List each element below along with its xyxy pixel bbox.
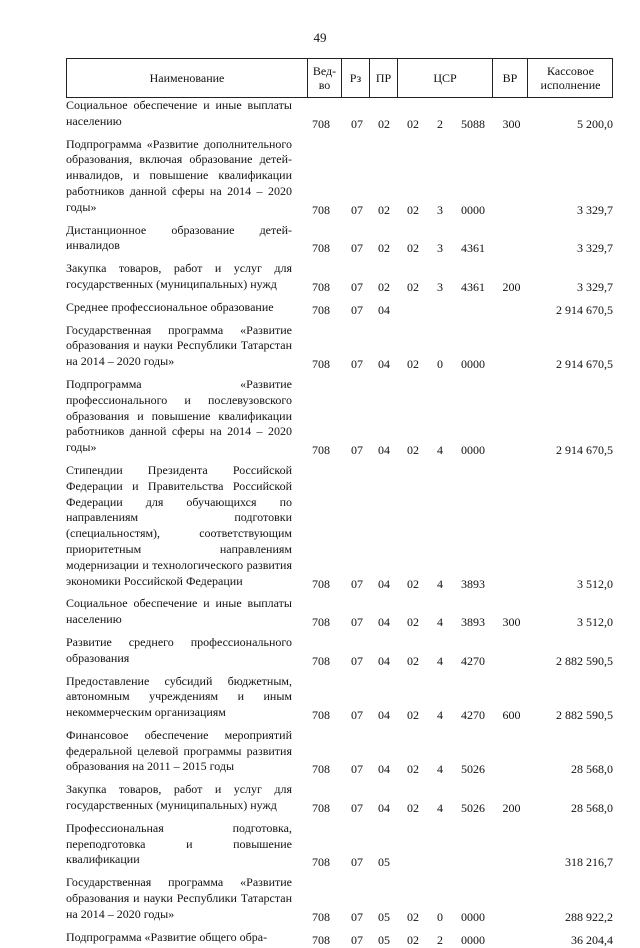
row-ved: 708 [312, 855, 330, 870]
row-ved: 708 [312, 576, 330, 591]
row-pr: 02 [378, 241, 390, 256]
row-pr: 02 [378, 202, 390, 217]
row-amount: 3 512,0 [577, 576, 613, 591]
row-rz: 07 [351, 615, 363, 630]
row-csr-subprogram: 2 [437, 932, 443, 947]
row-vr [494, 319, 529, 373]
header-csr: ЦСР [397, 59, 492, 97]
row-rz: 07 [351, 653, 363, 668]
page-number: 49 [313, 30, 327, 45]
row-csr-code: 5088 [461, 116, 485, 131]
row-ved: 708 [312, 357, 330, 372]
table-row [66, 257, 613, 296]
row-csr-program: 02 [407, 653, 419, 668]
row-csr-program: 02 [407, 615, 419, 630]
row-csr-subprogram: 4 [437, 576, 443, 591]
row-csr-code: 0000 [461, 932, 485, 947]
row-amount: 2 914 670,5 [556, 357, 613, 372]
row-amount: 2 914 670,5 [556, 443, 613, 458]
row-rz: 07 [351, 116, 363, 131]
table-row [66, 296, 613, 319]
table-row [66, 373, 613, 459]
row-amount: 3 329,7 [577, 241, 613, 256]
row-rz: 07 [351, 576, 363, 591]
row-vr: 300 [502, 615, 521, 630]
row-csr-subprogram: 4 [437, 762, 443, 777]
table-row [66, 670, 613, 724]
row-csr-subprogram: 3 [437, 241, 443, 256]
row-csr-subprogram: 3 [437, 202, 443, 217]
header-rz: Рз [341, 59, 369, 97]
row-vr [494, 926, 529, 948]
row-pr: 04 [378, 576, 390, 591]
table-row [66, 459, 613, 592]
row-csr-code: 4361 [461, 279, 485, 294]
row-pr: 05 [378, 855, 390, 870]
row-pr: 05 [378, 932, 390, 947]
row-vr [494, 724, 529, 778]
row-ved: 708 [312, 615, 330, 630]
row-name: Подпрограмма «Развитие профессионального и послевузовского образования и повышение квалификации работников данной сферы на 2014 – 2020 годы» [66, 376, 292, 455]
row-csr-code: 5026 [461, 762, 485, 777]
row-vr: 200 [502, 279, 521, 294]
row-rz: 07 [351, 357, 363, 372]
row-rz: 07 [351, 708, 363, 723]
header-pr: ПР [369, 59, 397, 97]
row-name: Дистанционное образование детей-инвалидов [66, 222, 292, 253]
table-row [66, 592, 613, 631]
row-csr-program: 02 [407, 932, 419, 947]
row-csr-subprogram: 4 [437, 615, 443, 630]
row-ved: 708 [312, 909, 330, 924]
row-amount: 5 200,0 [577, 116, 613, 131]
row-amount: 28 568,0 [571, 762, 613, 777]
row-name: Среднее профессиональное образование [66, 299, 274, 314]
row-name: Развитие среднего профессионального образования [66, 634, 292, 665]
header-vr: ВР [492, 59, 527, 97]
row-csr-code: 4270 [461, 653, 485, 668]
row-csr-code: 0000 [461, 909, 485, 924]
row-amount: 3 329,7 [577, 202, 613, 217]
row-pr: 04 [378, 443, 390, 458]
row-pr: 02 [378, 279, 390, 294]
row-pr: 02 [378, 116, 390, 131]
row-csr-subprogram: 2 [437, 116, 443, 131]
row-pr: 04 [378, 615, 390, 630]
table-row [66, 724, 613, 778]
row-csr-subprogram: 0 [437, 357, 443, 372]
header-name: Наименование [149, 71, 225, 85]
row-csr-program: 02 [407, 443, 419, 458]
row-csr-program: 02 [407, 279, 419, 294]
row-csr-subprogram: 0 [437, 909, 443, 924]
row-pr: 04 [378, 801, 390, 816]
row-name: Профессиональная подготовка, переподготовка и повышение квалификации [66, 820, 292, 867]
row-pr: 04 [378, 653, 390, 668]
row-pr: 04 [378, 302, 390, 317]
table-row [66, 133, 613, 219]
row-name: Подпрограмма «Развитие общего обра- [66, 929, 268, 944]
budget-table [66, 98, 613, 948]
row-rz: 07 [351, 241, 363, 256]
row-amount: 2 882 590,5 [556, 708, 613, 723]
table-row [66, 631, 613, 670]
row-name: Государственная программа «Развитие образования и науки Республики Татарстан на 2014 – 2020 годы» [66, 875, 292, 921]
row-csr-program: 02 [407, 357, 419, 372]
row-csr-code: 0000 [461, 443, 485, 458]
row-ved: 708 [312, 762, 330, 777]
row-pr: 05 [378, 909, 390, 924]
row-csr-subprogram: 4 [437, 708, 443, 723]
row-vr [494, 133, 529, 219]
row-rz: 07 [351, 443, 363, 458]
row-ved: 708 [312, 302, 330, 317]
row-name: Стипендии Президента Российской Федерации и Правительства Российской Федерации для обучающихся по направлениям подготовки (специальностям), соответствующим приоритетным направлениям модернизации и технологического развития экономики Российской Федерации [66, 462, 292, 588]
row-csr-code: 0000 [461, 202, 485, 217]
row-ved: 708 [312, 241, 330, 256]
row-csr-program: 02 [407, 241, 419, 256]
row-rz: 07 [351, 855, 363, 870]
row-ved: 708 [312, 202, 330, 217]
table-row [66, 98, 613, 133]
row-vr [494, 219, 529, 258]
row-name: Предоставление субсидий бюджетным, автономным учреждениям и иным некоммерческим организациям [66, 673, 292, 720]
row-csr-code [452, 296, 494, 319]
row-name: Финансовое обеспечение мероприятий федеральной целевой программы развития образования на 2011 – 2015 годы [66, 727, 292, 774]
row-csr-code: 5026 [461, 801, 485, 816]
row-name: Государственная программа «Развитие образования и науки Республики Татарстан на 2014 – 2020 годы» [66, 322, 292, 369]
row-csr-subprogram: 4 [437, 653, 443, 668]
table-row [66, 871, 613, 925]
row-csr-program: 02 [407, 576, 419, 591]
row-amount: 318 216,7 [565, 855, 613, 870]
row-csr-program: 02 [407, 202, 419, 217]
row-rz: 07 [351, 202, 363, 217]
table-header [66, 58, 613, 98]
row-name: Закупка товаров, работ и услуг для государственных (муниципальных) нужд [66, 261, 292, 291]
row-vr [494, 817, 529, 871]
row-ved: 708 [312, 653, 330, 668]
row-csr-program [398, 296, 428, 319]
row-ved: 708 [312, 443, 330, 458]
row-csr-code: 0000 [461, 357, 485, 372]
row-vr [494, 631, 529, 670]
table-row [66, 219, 613, 258]
row-pr: 04 [378, 762, 390, 777]
row-csr-subprogram: 3 [437, 279, 443, 294]
row-name: Закупка товаров, работ и услуг для государственных (муниципальных) нужд [66, 782, 292, 813]
row-amount: 288 922,2 [565, 909, 613, 924]
row-csr-subprogram: 4 [437, 443, 443, 458]
table-row [66, 926, 613, 948]
row-csr-code: 4361 [461, 241, 485, 256]
row-rz: 07 [351, 302, 363, 317]
row-amount: 3 512,0 [577, 615, 613, 630]
row-csr-subprogram [428, 296, 452, 319]
row-ved: 708 [312, 932, 330, 947]
row-csr-program: 02 [407, 909, 419, 924]
row-csr-subprogram: 4 [437, 801, 443, 816]
row-csr-code: 3893 [461, 576, 485, 591]
row-pr: 04 [378, 708, 390, 723]
table-row [66, 319, 613, 373]
row-rz: 07 [351, 909, 363, 924]
row-csr-subprogram [428, 817, 452, 871]
row-vr [494, 373, 529, 459]
row-ved: 708 [312, 708, 330, 723]
row-csr-program: 02 [407, 801, 419, 816]
row-amount: 36 204,4 [571, 932, 613, 947]
row-pr: 04 [378, 357, 390, 372]
row-csr-program [398, 817, 428, 871]
row-rz: 07 [351, 762, 363, 777]
row-vr [494, 459, 529, 592]
row-vr [494, 871, 529, 925]
row-amount: 3 329,7 [577, 279, 613, 294]
row-rz: 07 [351, 801, 363, 816]
header-amount: Кассовое исполнение [527, 59, 613, 97]
row-vr: 600 [502, 708, 521, 723]
row-ved: 708 [312, 801, 330, 816]
row-name: Подпрограмма «Развитие дополнительного образования, включая образование детей-инвалидов, и повышение квалификации работников данной сферы на 2014 – 2020 годы» [66, 136, 292, 214]
header-ved: Вед- во [307, 59, 341, 97]
row-rz: 07 [351, 279, 363, 294]
row-name: Социальное обеспечение и иные выплаты населению [66, 596, 292, 627]
row-amount: 2 882 590,5 [556, 653, 613, 668]
table-row [66, 778, 613, 817]
row-vr: 300 [502, 116, 521, 131]
table-row [66, 817, 613, 871]
row-rz: 07 [351, 932, 363, 947]
row-vr: 200 [502, 801, 521, 816]
row-amount: 28 568,0 [571, 801, 613, 816]
row-amount: 2 914 670,5 [556, 302, 613, 317]
row-csr-code: 3893 [461, 615, 485, 630]
row-csr-program: 02 [407, 762, 419, 777]
row-ved: 708 [312, 116, 330, 131]
row-csr-program: 02 [407, 708, 419, 723]
row-csr-code: 4270 [461, 708, 485, 723]
row-ved: 708 [312, 279, 330, 294]
row-name: Социальное обеспечение и иные выплаты населению [66, 98, 292, 128]
row-vr [494, 296, 529, 319]
row-csr-code [452, 817, 494, 871]
row-csr-program: 02 [407, 116, 419, 131]
